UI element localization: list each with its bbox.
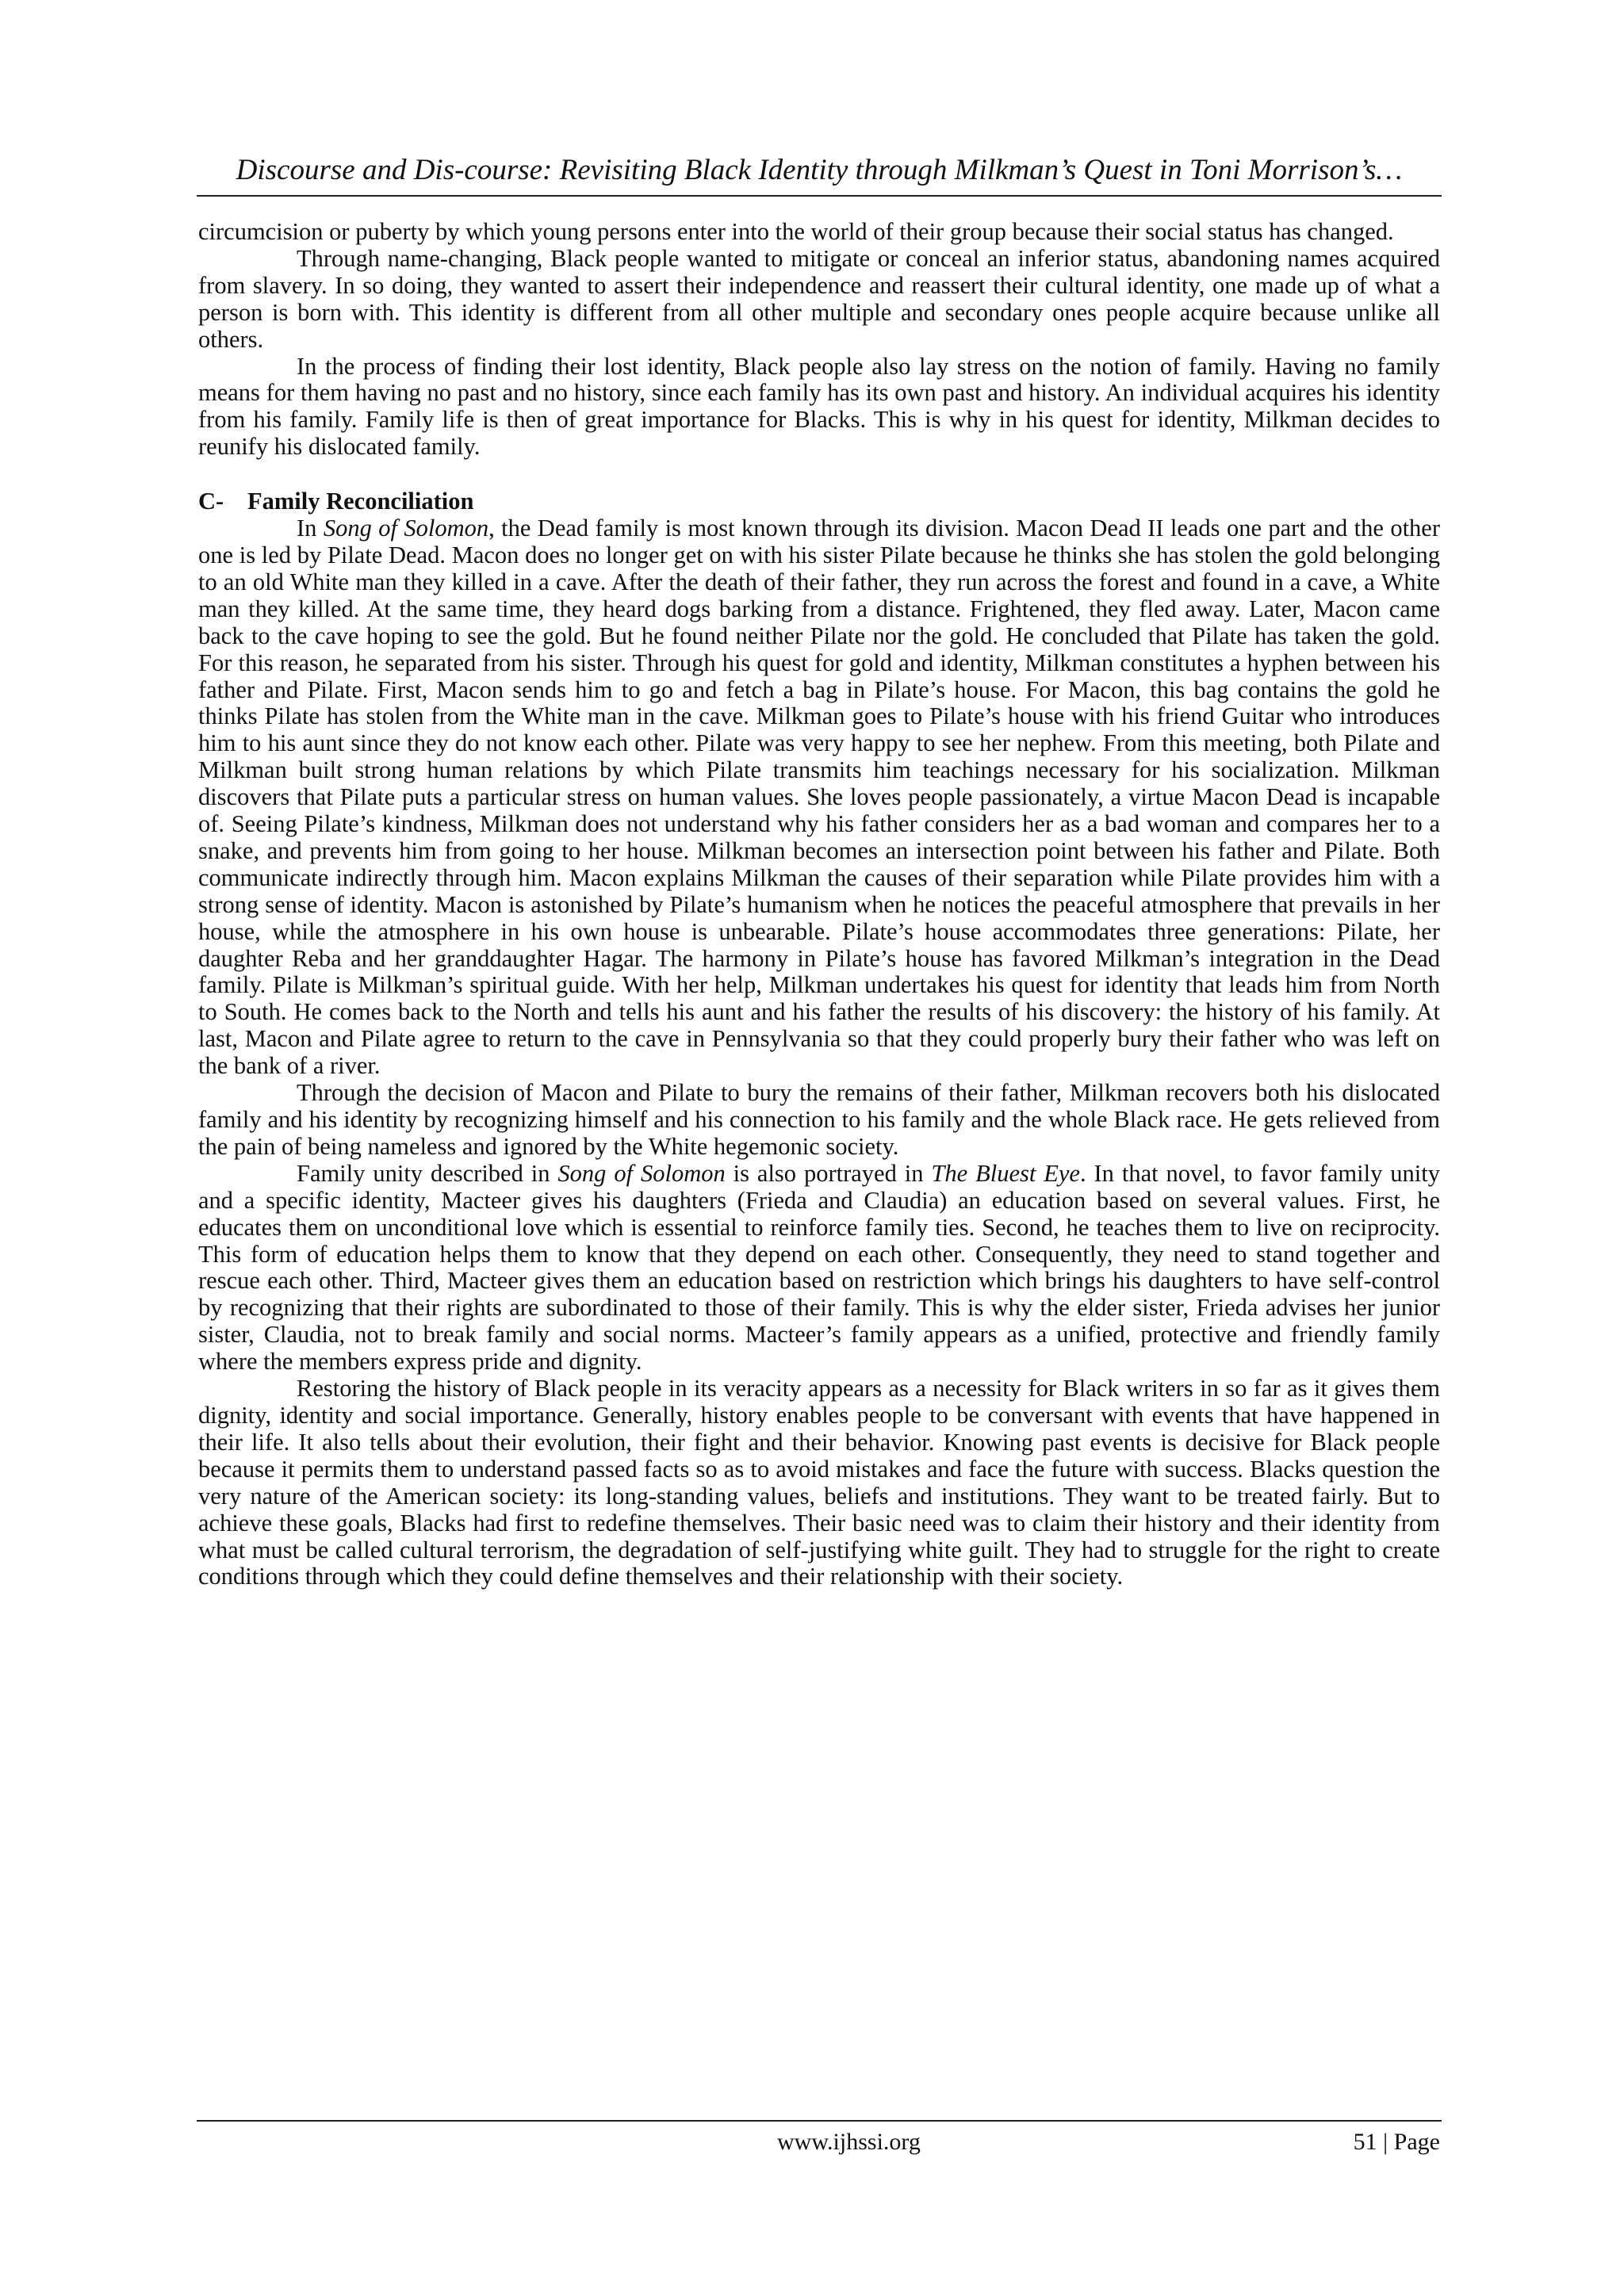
text-run: , the Dead family is most known through its division. Macon Dead II leads one part and the other one is led by Pilate Dead. Macon does no longer get on with his sister Pilate because he thinks she has stolen the gold belonging to an old White man they killed in a cave. After the death of their father, they run across the forest and found in a cave, a White man they killed. At the same time, they heard dogs barking from a distance. Frightened, they fled away. Later, Macon came back to the cave hoping to see the gold. But he found neither Pilate nor the gold. He concluded that Pilate has taken the gold. For this reason, he separated from his sister. Through his quest for gold and identity, Milkman constitutes a hyphen between his father and Pilate. First, Macon sends him to go and fetch a bag in Pilate’s house. For Macon, this bag contains the gold he thinks Pilate has stolen from the White man in the cave. Milkman goes to Pilate’s house with his friend Guitar who introduces him to his aunt since they do not know each other. Pilate was very happy to see her nephew. From this meeting, both Pilate and Milkman built strong human relations by which Pilate transmits him teachings necessary for his socialization. Milkman discovers that Pilate puts a particular stress on human values. She loves people passionately, a virtue Macon Dead is incapable of. Seeing Pilate’s kindness, Milkman does not understand why his father considers her as a bad woman and compares her to a snake, and prevents him from going to her house. Milkman becomes an intersection point between his father and Pilate. Both communicate indirectly through him. Macon explains Milkman the causes of their separation while Pilate provides him with a strong sense of identity. Macon is astonished by Pilate’s humanism when he notices the peaceful atmosphere that prevails in her house, while the atmosphere in his own house is unbearable. Pilate’s house accommodates three generations: Pilate, her daughter Reba and her granddaughter Hagar. The harmony in Pilate’s house has favored Milkman’s integration in the Dead family. Pilate is Milkman’s spiritual guide. With her help, Milkman undertakes his quest for identity that leads him from North to South. He comes back to the North and tells his aunt and his father the results of his discovery: the history of his family. At last, Macon and Pilate agree to return to the cave in Pennsylvania so that they could properly bury their father who was left on the bank of a river. [198,515,1440,1080]
journal-url: www.ijhssi.org [777,2129,921,2155]
page-number: 51 | Page [1353,2129,1440,2155]
text-run: Family unity described in [297,1159,558,1187]
book-title: Song of Solomon [557,1159,726,1187]
paragraph-restoring-history: Restoring the history of Black people in its veracity appears as a necessity for Black writers in so far as it gives them dignity, identity and social importance. Generally, history enables people to be conversant with events that have happened in their life. It also tells about their evolution, their fight and their behavior. Knowing past events is decisive for Black people because it permits them to understand passed facts so as to avoid mistakes and face the future with success. Blacks question the very nature of the American society: its long-standing values, beliefs and institutions. They want to be treated fairly. But to achieve these goals, Blacks had first to redefine themselves. Their basic need was to claim their history and their identity from what must be called cultural terrorism, the degradation of self-justifying white guilt. They had to struggle for the right to create conditions through which they could define themselves and their relationship with their society. [198,1375,1440,1590]
text-run: is also portrayed in [725,1159,932,1187]
footer-rule [197,2120,1442,2122]
paragraph-family-unity [198,1161,1440,1376]
paragraph-continued: circumcision or puberty by which young persons enter into the world of their group because their social status has changed. [198,218,1394,245]
book-title: Song of Solomon [323,515,489,542]
paragraph-family-notion: In the process of finding their lost identity, Black people also lay stress on the notion of family. Having no family means for them having no past and no history, since each family has its own past and history. An individual acquires his identity from his family. Family life is then of great importance for Blacks. This is why in his quest for identity, Milkman decides to reunify his dislocated family. [198,352,1440,461]
paragraph-name-changing: Through name-changing, Black people wanted to mitigate or conceal an inferior status, abandoning names acquired from slavery. In so doing, they wanted to assert their independence and reassert their cultural identity, one made up of what a person is born with. This identity is different from all other multiple and secondary ones people acquire because unlike all others. [198,244,1440,353]
article-body [198,219,1440,1590]
text-run: . In that novel, to favor family unity and a specific identity, Macteer gives his daughters (Frieda and Claudia) an education based on several values. First, he educates them on unconditional love which is essential to reinforce family ties. Second, he teaches them to live on reciprocity. This form of education helps them to know that they depend on each other. Consequently, they need to stand together and rescue each other. Third, Macteer gives them an education based on restriction which brings his daughters to have self-control by recognizing that their rights are subordinated to those of their family. This is why the elder sister, Frieda advises her junior sister, Claudia, not to break family and social norms. Macteer’s family appears as a unified, protective and friendly family where the members express pride and dignity. [198,1159,1440,1376]
header-rule [197,195,1442,197]
section-title: Family Reconciliation [247,488,474,515]
book-title: The Bluest Eye [931,1159,1080,1187]
section-heading [198,488,1440,515]
paragraph-burial-decision: Through the decision of Macon and Pilate to bury the remains of their father, Milkman recovers both his dislocated family and his identity by recognizing himself and his connection to his family and the whole Black race. He gets relieved from the pain of being nameless and ignored by the White hegemonic society. [198,1079,1440,1160]
paragraph-dead-family [198,515,1440,1080]
section-letter: C- [198,488,224,515]
text-run: In [297,515,324,542]
running-header: Discourse and Dis-course: Revisiting Black Identity through Milkman’s Quest in Toni Morrison’s… [236,154,1403,186]
